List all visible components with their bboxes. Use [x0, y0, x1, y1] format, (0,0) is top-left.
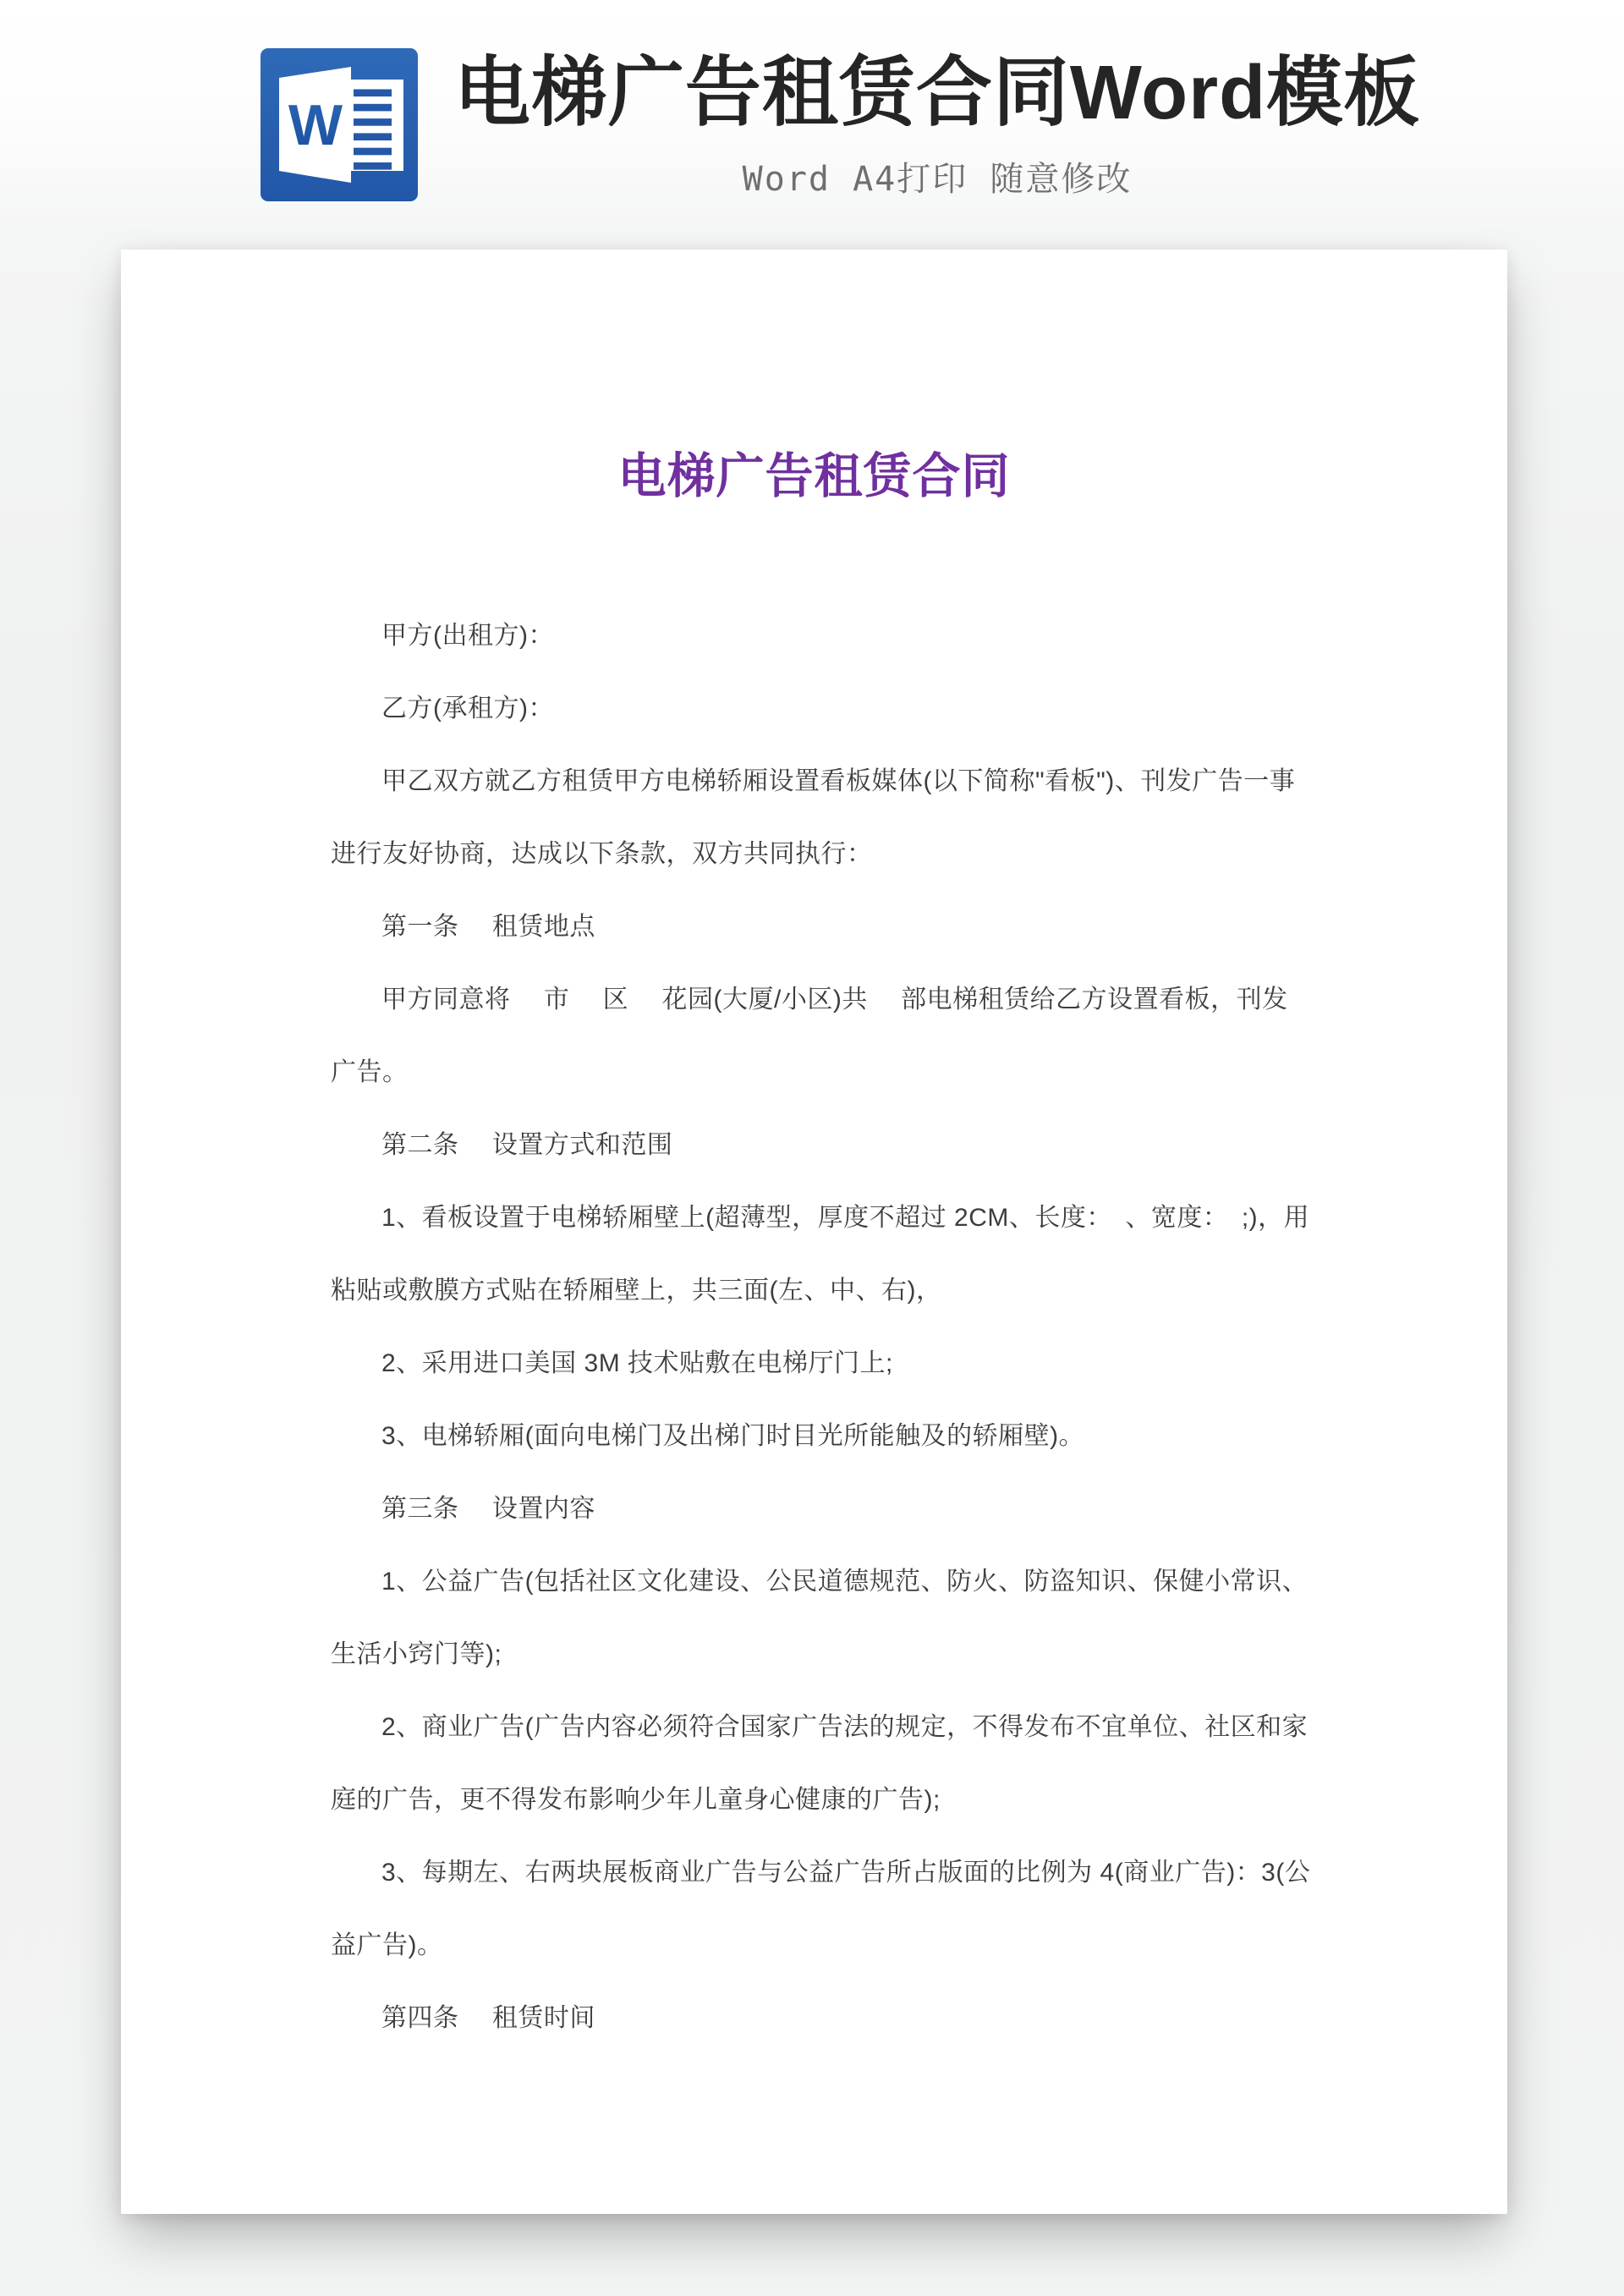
doc-line: 3、每期左、右两块展板商业广告与公益广告所占版面的比例为 4(商业广告)：3(公 [381, 1859, 1311, 1887]
document-body [331, 600, 1338, 2055]
word-logo-icon [261, 48, 418, 201]
document-page [121, 250, 1507, 2214]
page-subtitle: Word A4打印 随意修改 [742, 160, 1133, 199]
doc-line: 粘贴或敷膜方式贴在轿厢壁上，共三面(左、中、右)， [331, 1277, 942, 1305]
doc-line: 第二条 设置方式和范围 [381, 1131, 673, 1159]
doc-line: 1、公益广告(包括社区文化建设、公民道德规范、防火、防盗知识、保健小常识、 [381, 1568, 1309, 1596]
doc-line: 2、商业广告(广告内容必须符合国家广告法的规定，不得发布不宜单位、社区和家 [381, 1713, 1309, 1741]
doc-line: 进行友好协商，达成以下条款，双方共同执行： [331, 840, 873, 868]
doc-line: 3、电梯轿厢(面向电梯门及出梯门时目光所能触及的轿厢壁)。 [381, 1422, 1085, 1450]
doc-line: 1、看板设置于电梯轿厢壁上(超薄型，厚度不超过 2CM、长度： 、宽度： ;)，用 [381, 1204, 1310, 1232]
doc-line: 2、采用进口美国 3M 技术贴敷在电梯厅门上; [381, 1349, 893, 1377]
doc-line: 甲乙双方就乙方租赁甲方电梯轿厢设置看板媒体(以下简称"看板")、刊发广告一事 [381, 767, 1296, 795]
word-logo-svg [261, 48, 418, 201]
logo-letter: W [288, 93, 343, 157]
doc-line: 乙方(承租方)： [381, 695, 554, 722]
doc-line: 广告。 [331, 1058, 409, 1086]
doc-line: 第四条 租赁时间 [381, 2004, 595, 2032]
doc-line: 庭的广告，更不得发布影响少年儿童身心健康的广告); [331, 1786, 941, 1814]
doc-line: 第三条 设置内容 [381, 1495, 595, 1523]
site-header [453, 51, 1421, 199]
page-title: 电梯广告租赁合同Word模板 [453, 51, 1421, 135]
doc-line: 甲方同意将 市 区 花园(大厦/小区)共 部电梯租赁给乙方设置看板，刊发 [381, 986, 1288, 1013]
doc-line: 益广告)。 [331, 1931, 443, 1959]
doc-line: 生活小窍门等); [331, 1640, 502, 1668]
doc-line: 甲方(出租方)： [381, 622, 554, 650]
document-title: 电梯广告租赁合同 [617, 449, 1011, 503]
doc-line: 第一条 租赁地点 [381, 913, 595, 941]
